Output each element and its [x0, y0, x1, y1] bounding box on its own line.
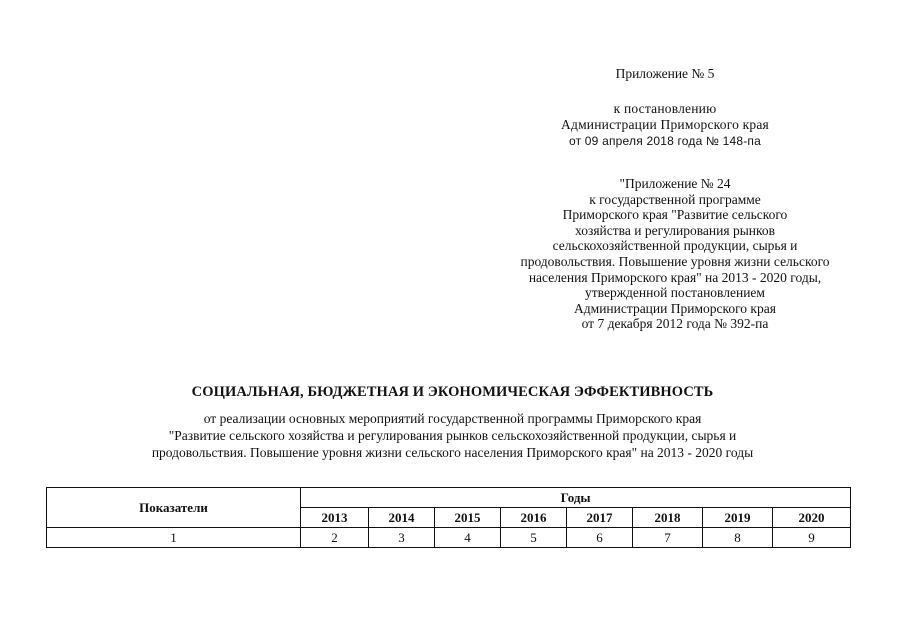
column-number-cell: 1: [47, 528, 301, 548]
column-number-cell: 5: [501, 528, 567, 548]
appendix-24-line: Администрации Приморского края: [574, 300, 776, 316]
document-title: СОЦИАЛЬНАЯ, БЮДЖЕТНАЯ И ЭКОНОМИЧЕСКАЯ ЭФФЕКТИВНОСТЬ: [191, 384, 714, 400]
subtitle-line: "Развитие сельского хозяйства и регулирования рынков сельскохозяйственной продукции, сырья и: [168, 428, 737, 443]
table-header-row: [47, 488, 851, 508]
column-number-cell: 7: [633, 528, 703, 548]
year-header-cell: 2015: [435, 508, 501, 528]
column-number-cell: 6: [567, 528, 633, 548]
decree-line-2: Администрации Приморского края: [561, 117, 769, 132]
appendix-24-block: [490, 176, 860, 332]
appendix-24-line: "Приложение № 24: [619, 176, 731, 191]
decree-date-stamp: от 09 апреля 2018 года № 148-па: [568, 134, 762, 148]
column-number-cell: 2: [301, 528, 369, 548]
appendix-24-line: утвержденной постановлением: [585, 285, 765, 301]
year-header-cell: 2013: [301, 508, 369, 528]
year-header-cell: 2016: [501, 508, 567, 528]
appendix-24-line: продовольствия. Повышение уровня жизни сельского: [520, 253, 830, 269]
indicators-header: Показатели: [47, 488, 301, 528]
decree-line-1: к постановлению: [613, 101, 717, 116]
column-number-cell: 9: [773, 528, 851, 548]
appendix-24-line: населения Приморского края" на 2013 - 2020 годы,: [528, 269, 822, 285]
years-header: Годы: [301, 488, 851, 508]
appendix-24-line: к государственной программе: [589, 191, 761, 207]
appendix-24-line: Приморского края "Развитие сельского: [562, 207, 788, 223]
column-number-cell: 4: [435, 528, 501, 548]
subtitle-line: продовольствия. Повышение уровня жизни сельского населения Приморского края" на 2013 - 2020 годы: [151, 445, 754, 460]
year-header-cell: 2020: [773, 508, 851, 528]
appendix-5-label: Приложение № 5: [615, 66, 715, 81]
decree-reference: [540, 101, 790, 149]
year-header-cell: 2019: [703, 508, 773, 528]
column-number-cell: 3: [369, 528, 435, 548]
table-column-numbers-row: [47, 528, 851, 548]
document-subtitle: [0, 410, 905, 461]
year-header-cell: 2018: [633, 508, 703, 528]
appendix-24-line: хозяйства и регулирования рынков: [575, 222, 775, 238]
document-heading: [0, 384, 905, 400]
appendix-5-title: [540, 66, 790, 82]
appendix-24-line: от 7 декабря 2012 года № 392-па: [581, 316, 769, 332]
subtitle-line: от реализации основных мероприятий государственной программы Приморского края: [203, 411, 702, 426]
efficiency-table: [46, 487, 851, 548]
appendix-24-line: сельскохозяйственной продукции, сырья и: [552, 238, 798, 254]
year-header-cell: 2017: [567, 508, 633, 528]
year-header-cell: 2014: [369, 508, 435, 528]
column-number-cell: 8: [703, 528, 773, 548]
